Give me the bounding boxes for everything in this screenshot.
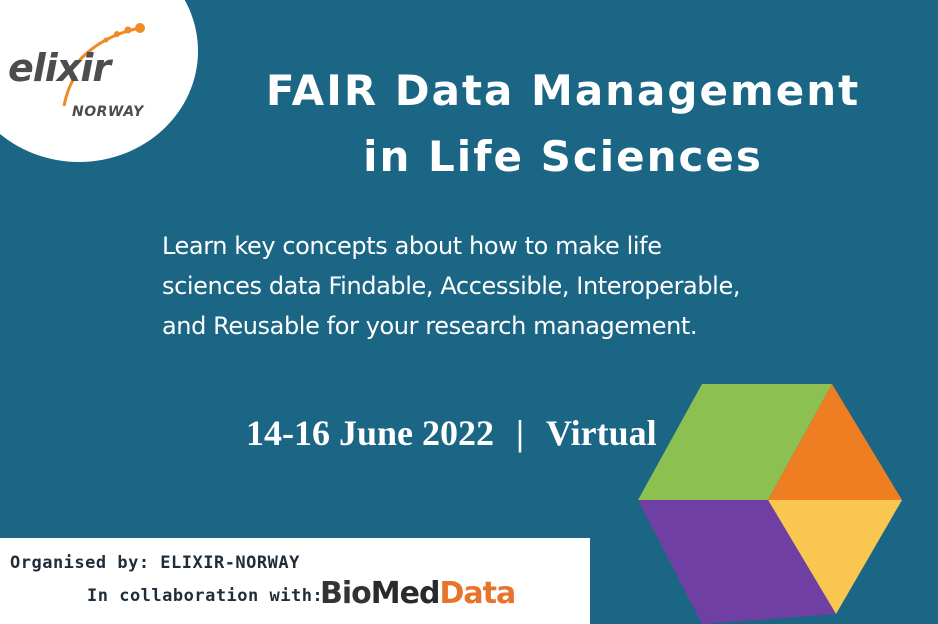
- description: [162, 226, 892, 346]
- biomeddata-logo-part-2: Med: [370, 576, 440, 611]
- title-line-2: in Life Sciences: [363, 132, 763, 181]
- biomeddata-logo-part-1: Bio: [320, 576, 371, 611]
- event-separator: |: [516, 413, 524, 453]
- collaboration-label: In collaboration with:: [87, 586, 324, 606]
- hexagon-graphic-icon: [630, 384, 905, 624]
- footer-box: [0, 538, 590, 624]
- event-dates: 14-16 June 2022: [246, 413, 495, 453]
- description-line-1: Learn key concepts about how to make life: [162, 232, 662, 260]
- event-info: [246, 412, 657, 454]
- biomeddata-logo-part-3: Data: [439, 576, 516, 611]
- logo-subtitle: NORWAY: [72, 104, 144, 120]
- logo-wordmark: elixir: [8, 46, 111, 90]
- title-line-1: FAIR Data Management: [265, 66, 861, 115]
- organised-by: Organised by: ELIXIR-NORWAY: [10, 553, 300, 573]
- event-format: Virtual: [545, 413, 657, 453]
- page-title: [198, 58, 928, 190]
- biomeddata-logo: [320, 576, 515, 611]
- description-line-2: sciences data Findable, Accessible, Interoperable,: [162, 272, 741, 300]
- description-line-3: and Reusable for your research management.: [162, 312, 698, 340]
